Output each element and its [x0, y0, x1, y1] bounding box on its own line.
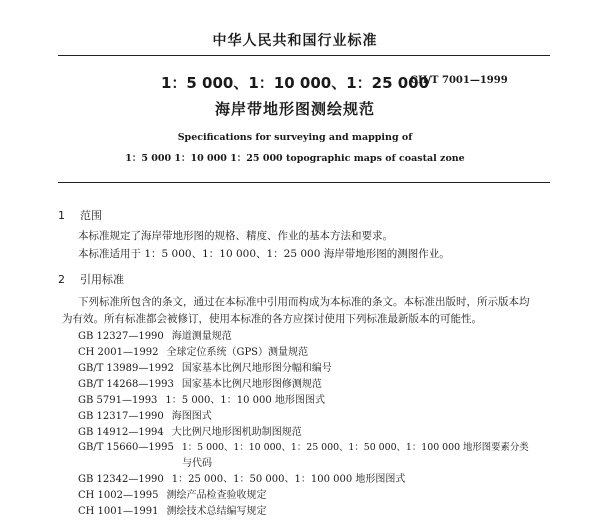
reference-title: 1：5 000、1：10 000 地形图图式 [165, 395, 325, 406]
reference-title: 国家基本比例尺地形图修测规范 [181, 379, 322, 390]
standard-type-header: 中华人民共和国行业标准 [212, 33, 378, 49]
references-paragraph-1: 下列标准所包含的条文，通过在本标准中引用而构成为本标准的条文。本标准出版时，所示版本均 [78, 296, 530, 308]
top-rule [58, 55, 550, 56]
reference-item [78, 502, 266, 517]
references-paragraph-2: 为有效。所有标准都会被修订，使用本标准的各方应探讨使用下列标准最新版本的可能性。 [62, 313, 482, 325]
reference-code: GB/T 14268—1993 [78, 379, 174, 390]
reference-title: 1：5 000、1：10 000、1：25 000、1：50 000、1：100 000 地形图要素分类 [181, 442, 529, 453]
bottom-rule [58, 182, 550, 183]
reference-item [78, 359, 332, 374]
reference-title: 1：25 000、1：50 000、1：100 000 地形图图式 [171, 474, 406, 485]
reference-code: GB 12342—1990 [78, 474, 164, 485]
reference-title: 测绘产品检查验收规定 [166, 490, 267, 501]
section-heading-scope [58, 207, 102, 223]
reference-code: CH 1002—1995 [78, 490, 159, 501]
reference-code: CH 2001—1992 [78, 347, 159, 358]
reference-item [78, 327, 232, 342]
section-number: 2 [58, 273, 65, 286]
section-title: 引用标准 [80, 273, 124, 286]
reference-item [78, 470, 405, 485]
reference-item [78, 486, 266, 501]
reference-title-continuation: 与代码 [182, 458, 212, 469]
reference-code: GB 12327—1990 [78, 331, 164, 342]
reference-title: 测绘技术总结编写规定 [166, 506, 267, 517]
reference-code: CH 1001—1991 [78, 506, 159, 517]
reference-code: GB 5791—1993 [78, 395, 158, 406]
reference-item [78, 439, 529, 453]
chinese-title: 海岸带地形图测绘规范 [214, 100, 375, 118]
reference-item [78, 391, 325, 406]
section-number: 1 [58, 209, 65, 222]
reference-item [78, 407, 212, 422]
reference-item [78, 343, 308, 358]
reference-item [78, 375, 322, 390]
english-title-line-2: 1：5 000 1：10 000 1：25 000 topographic maps of coastal zone [125, 153, 465, 164]
reference-code: GB/T 13989—1992 [78, 363, 174, 374]
scope-paragraph-2: 本标准适用于 1：5 000、1：10 000、1：25 000 海岸带地形图的测图作业。 [78, 248, 450, 260]
reference-item [78, 423, 302, 438]
reference-title: 大比例尺地形图机助制图规范 [171, 427, 302, 438]
english-title-line-1: Specifications for surveying and mapping of [177, 132, 413, 143]
scope-paragraph-1: 本标准规定了海岸带地形图的规格、精度、作业的基本方法和要求。 [78, 230, 393, 242]
scale-title: 1：5 000、1：10 000、1：25 000 [160, 74, 430, 92]
reference-title: 海图图式 [171, 411, 212, 422]
reference-title: 全球定位系统（GPS）测量规范 [166, 347, 309, 358]
reference-title: 国家基本比例尺地形图分幅和编号 [181, 363, 332, 374]
reference-code: GB 14912—1994 [78, 427, 164, 438]
standard-code: CH/T 7001—1999 [410, 75, 508, 86]
section-title: 范围 [80, 209, 102, 222]
reference-code: GB/T 15660—1995 [78, 442, 174, 453]
reference-code: GB 12317—1990 [78, 411, 164, 422]
reference-title: 海道测量规范 [171, 331, 232, 342]
section-heading-references [58, 271, 124, 287]
